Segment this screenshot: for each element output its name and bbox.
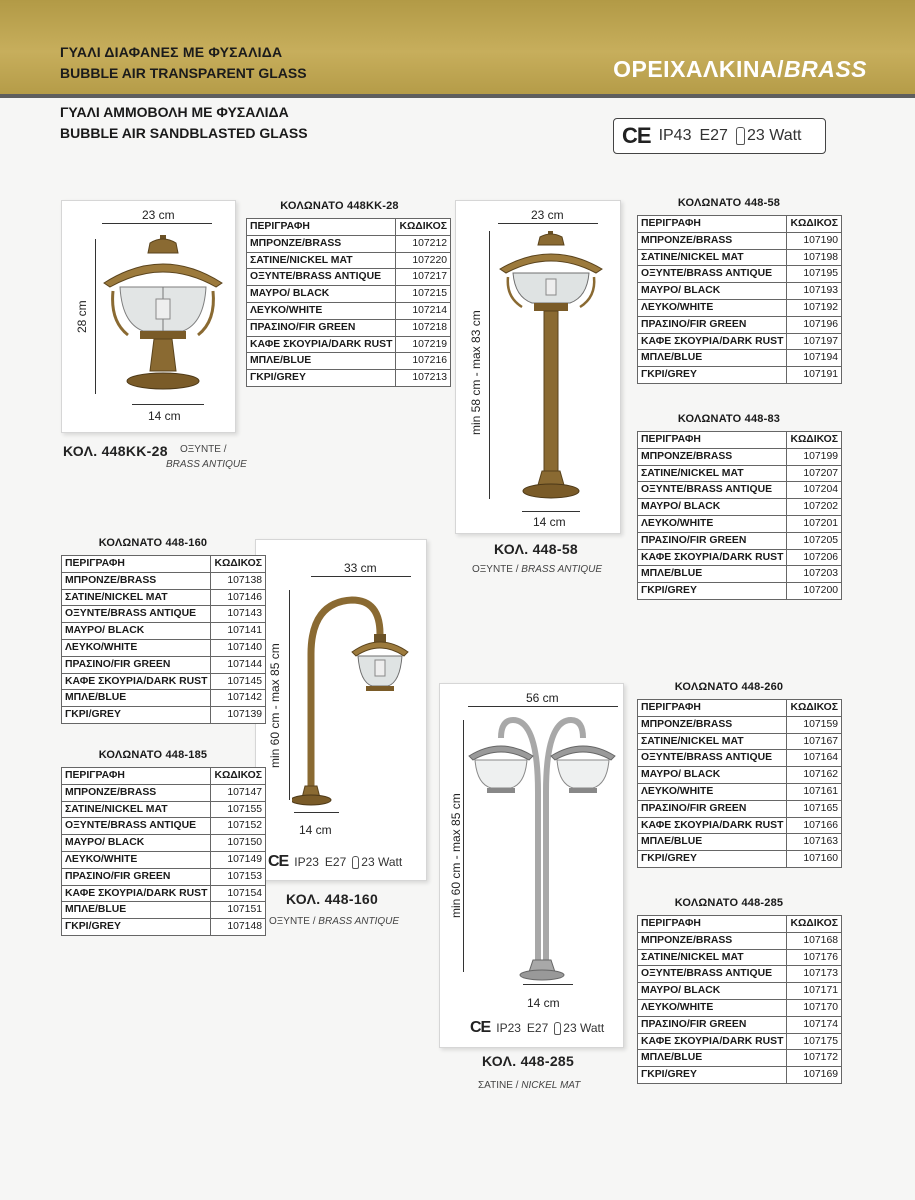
finish-description: ΣΑΤΙΝΕ/NICKEL MAT	[638, 465, 787, 482]
finish-description: ΜΠΛΕ/BLUE	[638, 350, 787, 367]
product-code: 107204	[787, 482, 842, 499]
lantern-post-image	[292, 594, 417, 806]
finish-description: ΓΚΡΙ/GREY	[638, 1067, 787, 1084]
table-row	[638, 1067, 842, 1084]
product-code: 107143	[211, 606, 266, 623]
product-code: 107220	[396, 252, 451, 269]
product-code: 107193	[787, 283, 842, 300]
product-finish: ΣΑΤΙΝΕ / NICKEL MAT	[478, 1080, 581, 1091]
product-finish-english: BRASS ANTIQUE	[166, 459, 247, 470]
product-code: 107176	[787, 949, 842, 966]
table-row	[638, 999, 842, 1016]
base-dimension-line	[132, 404, 204, 405]
finish-description: ΟΞΥΝΤΕ/BRASS ANTIQUE	[62, 606, 211, 623]
finish-description: ΜΠΡΟΝΖΕ/BRASS	[247, 235, 396, 252]
table-header-row	[62, 556, 266, 573]
table-title: ΚΟΛΩΝΑΤΟ 448-83	[677, 413, 781, 425]
banner-divider	[0, 94, 915, 98]
finish-description: ΓΚΡΙ/GREY	[62, 919, 211, 936]
width-dimension-line	[498, 223, 598, 224]
table-row	[638, 283, 842, 300]
width-dimension: 23 cm	[142, 208, 175, 222]
table-row	[247, 286, 451, 303]
product-code: 107162	[787, 767, 842, 784]
table-row	[247, 370, 451, 387]
table-row	[638, 232, 842, 249]
height-dimension: min 60 cm - max 85 cm	[268, 643, 282, 768]
product-code: 107164	[787, 750, 842, 767]
table-row	[638, 966, 842, 983]
code-table	[246, 218, 451, 387]
finish-description: ΚΑΦΕ ΣΚΟΥΡΙΑ/DARK RUST	[638, 333, 787, 350]
table-row	[62, 818, 266, 835]
finish-description: ΛΕΥΚΟ/WHITE	[638, 783, 787, 800]
code-table-448kk-28	[246, 200, 448, 387]
spec-box	[613, 118, 826, 154]
lantern-post-image	[467, 712, 617, 982]
table-row	[638, 800, 842, 817]
product-code: 107171	[787, 983, 842, 1000]
table-row	[247, 252, 451, 269]
table-row	[247, 235, 451, 252]
product-code: 107200	[787, 583, 842, 600]
product-code: 107217	[396, 269, 451, 286]
finish-description: ΜΠΛΕ/BLUE	[638, 1050, 787, 1067]
height-dimension-line	[289, 590, 290, 800]
product-finish: ΟΞΥΝΤΕ / BRASS ANTIQUE	[269, 916, 400, 927]
height-dimension: 28 cm	[75, 300, 89, 333]
base-dimension: 14 cm	[527, 996, 560, 1010]
finish-description: ΟΞΥΝΤΕ/BRASS ANTIQUE	[62, 818, 211, 835]
finish-description: ΓΚΡΙ/GREY	[638, 367, 787, 384]
ce-mark-icon: CE	[268, 853, 289, 870]
finish-description: ΜΠΛΕ/BLUE	[247, 353, 396, 370]
finish-description: ΓΚΡΙ/GREY	[638, 851, 787, 868]
table-row	[638, 1016, 842, 1033]
table-row	[62, 919, 266, 936]
code-table	[637, 215, 842, 384]
product-code: 107145	[211, 673, 266, 690]
product-code: 107151	[211, 902, 266, 919]
finish-description: ΜΑΥΡΟ/ BLACK	[638, 767, 787, 784]
table-row	[62, 690, 266, 707]
table-row	[62, 673, 266, 690]
column-header-code: ΚΩΔΙΚΟΣ	[211, 556, 266, 573]
finish-description: ΠΡΑΣΙΝΟ/FIR GREEN	[638, 800, 787, 817]
product-code: 107206	[787, 549, 842, 566]
product-code: 107150	[211, 835, 266, 852]
table-row	[62, 835, 266, 852]
table-row	[247, 336, 451, 353]
table-row	[638, 299, 842, 316]
product-card-448-160	[255, 539, 427, 881]
product-code: 107159	[787, 716, 842, 733]
table-row	[638, 482, 842, 499]
base-dimension: 14 cm	[533, 515, 566, 529]
code-table	[637, 431, 842, 600]
table-row	[62, 623, 266, 640]
code-table-448-58	[637, 197, 839, 384]
product-code: 107215	[396, 286, 451, 303]
product-caption-448-58: ΚΟΛ. 448-58	[494, 541, 578, 557]
finish-description: ΜΑΥΡΟ/ BLACK	[638, 983, 787, 1000]
bulb-icon	[554, 1022, 561, 1035]
table-row	[638, 515, 842, 532]
product-code: 107196	[787, 316, 842, 333]
product-code: 107212	[396, 235, 451, 252]
product-caption-448-285: ΚΟΛ. 448-285	[482, 1053, 575, 1069]
table-title: ΚΟΛΩΝΑΤΟ 448-285	[674, 897, 784, 909]
product-card-448-58	[455, 200, 621, 534]
table-row	[638, 549, 842, 566]
table-header-row	[247, 219, 451, 236]
base-dimension-line	[523, 984, 573, 985]
banner-line-greek: ΓΥΑΛΙ ΔΙΑΦΑΝΕΣ ΜΕ ΦΥΣΑΛΙΔΑ	[60, 44, 283, 60]
finish-description: ΜΠΡΟΝΖΕ/BRASS	[62, 572, 211, 589]
product-code: 107195	[787, 266, 842, 283]
column-header-code: ΚΩΔΙΚΟΣ	[211, 768, 266, 785]
code-table	[61, 767, 266, 936]
table-row	[638, 750, 842, 767]
finish-description: ΚΑΦΕ ΣΚΟΥΡΙΑ/DARK RUST	[638, 549, 787, 566]
table-row	[638, 532, 842, 549]
code-table-448-285	[637, 897, 839, 1084]
table-row	[638, 1050, 842, 1067]
finish-description: ΓΚΡΙ/GREY	[638, 583, 787, 600]
table-row	[638, 733, 842, 750]
finish-description: ΠΡΑΣΙΝΟ/FIR GREEN	[638, 1016, 787, 1033]
subheader-greek: ΓΥΑΛΙ ΑΜΜΟΒΟΛΗ ΜΕ ΦΥΣΑΛΙΔΑ	[60, 104, 289, 120]
ce-mark-icon: CE	[470, 1019, 491, 1036]
product-code: 107203	[787, 566, 842, 583]
finish-description: ΠΡΑΣΙΝΟ/FIR GREEN	[247, 319, 396, 336]
product-code: 107191	[787, 367, 842, 384]
base-dimension-line	[522, 511, 580, 512]
table-row	[638, 716, 842, 733]
product-code: 107152	[211, 818, 266, 835]
product-code: 107214	[396, 302, 451, 319]
finish-description: ΣΑΤΙΝΕ/NICKEL MAT	[247, 252, 396, 269]
table-title: ΚΟΛΩΝΑΤΟ 448-58	[677, 197, 781, 209]
finish-description: ΛΕΥΚΟ/WHITE	[638, 515, 787, 532]
product-code: 107219	[396, 336, 451, 353]
code-table-448-160	[61, 537, 263, 724]
table-row	[247, 269, 451, 286]
finish-description: ΜΠΛΕ/BLUE	[638, 566, 787, 583]
page-title	[613, 56, 867, 83]
column-header-code: ΚΩΔΙΚΟΣ	[787, 432, 842, 449]
ip-rating: IP23	[496, 1021, 521, 1035]
table-row	[638, 448, 842, 465]
product-code: 107197	[787, 333, 842, 350]
table-title: ΚΟΛΩΝΑΤΟ 448-185	[98, 749, 208, 761]
table-row	[638, 465, 842, 482]
table-row	[638, 1033, 842, 1050]
column-header-description: ΠΕΡΙΓΡΑΦΗ	[62, 556, 211, 573]
table-row	[62, 801, 266, 818]
finish-description: ΜΠΡΟΝΖΕ/BRASS	[638, 232, 787, 249]
finish-description: ΜΠΡΟΝΖΕ/BRASS	[62, 784, 211, 801]
finish-description: ΜΑΥΡΟ/ BLACK	[62, 623, 211, 640]
banner-line-english: BUBBLE AIR TRANSPARENT GLASS	[60, 65, 307, 81]
product-code: 107207	[787, 465, 842, 482]
column-header-description: ΠΕΡΙΓΡΑΦΗ	[638, 916, 787, 933]
finish-description: ΟΞΥΝΤΕ/BRASS ANTIQUE	[638, 966, 787, 983]
table-row	[62, 902, 266, 919]
socket-type: E27	[324, 855, 347, 869]
column-header-code: ΚΩΔΙΚΟΣ	[787, 216, 842, 233]
table-row	[62, 606, 266, 623]
table-row	[638, 583, 842, 600]
bulb-icon	[736, 127, 745, 145]
table-row	[638, 266, 842, 283]
finish-description: ΜΑΥΡΟ/ BLACK	[62, 835, 211, 852]
product-code: 107170	[787, 999, 842, 1016]
product-code: 107165	[787, 800, 842, 817]
product-caption-448-160: ΚΟΛ. 448-160	[286, 891, 379, 907]
product-code: 107147	[211, 784, 266, 801]
height-dimension: min 60 cm - max 85 cm	[449, 793, 463, 918]
width-dimension: 33 cm	[344, 561, 377, 575]
width-dimension-line	[102, 223, 212, 224]
product-finish: ΟΞΥΝΤΕ / BRASS ANTIQUE	[472, 564, 603, 575]
finish-description: ΚΑΦΕ ΣΚΟΥΡΙΑ/DARK RUST	[62, 673, 211, 690]
table-header-row	[638, 916, 842, 933]
code-table-448-260	[637, 681, 839, 868]
product-code: 107174	[787, 1016, 842, 1033]
finish-description: ΣΑΤΙΝΕ/NICKEL MAT	[62, 589, 211, 606]
wattage	[736, 127, 802, 145]
socket-type: E27	[526, 1021, 549, 1035]
finish-description: ΠΡΑΣΙΝΟ/FIR GREEN	[638, 316, 787, 333]
ip-rating: IP43	[658, 127, 692, 144]
product-code: 107194	[787, 350, 842, 367]
product-code: 107168	[787, 932, 842, 949]
table-row	[247, 302, 451, 319]
product-code: 107155	[211, 801, 266, 818]
finish-description: ΚΑΦΕ ΣΚΟΥΡΙΑ/DARK RUST	[247, 336, 396, 353]
table-row	[62, 656, 266, 673]
table-header-row	[62, 768, 266, 785]
finish-description: ΚΑΦΕ ΣΚΟΥΡΙΑ/DARK RUST	[638, 1033, 787, 1050]
product-code: 107160	[787, 851, 842, 868]
finish-description: ΜΑΥΡΟ/ BLACK	[638, 283, 787, 300]
product-code: 107140	[211, 639, 266, 656]
product-code: 107139	[211, 707, 266, 724]
table-row	[638, 316, 842, 333]
subheader-english: BUBBLE AIR SANDBLASTED GLASS	[60, 125, 308, 141]
column-header-description: ΠΕΡΙΓΡΑΦΗ	[62, 768, 211, 785]
table-row	[638, 983, 842, 1000]
product-code: 107138	[211, 572, 266, 589]
height-dimension: min 58 cm - max 83 cm	[469, 310, 483, 435]
ip-rating: IP23	[294, 855, 319, 869]
product-code: 107167	[787, 733, 842, 750]
table-row	[638, 949, 842, 966]
height-dimension-line	[489, 231, 490, 499]
finish-description: ΜΠΛΕ/BLUE	[62, 690, 211, 707]
finish-description: ΟΞΥΝΤΕ/BRASS ANTIQUE	[638, 266, 787, 283]
product-code: 107202	[787, 499, 842, 516]
product-code: 107190	[787, 232, 842, 249]
finish-description: ΠΡΑΣΙΝΟ/FIR GREEN	[62, 656, 211, 673]
table-row	[638, 249, 842, 266]
product-finish-greek: ΟΞΥΝΤΕ /	[180, 444, 227, 455]
table-row	[62, 572, 266, 589]
table-row	[62, 639, 266, 656]
ce-mark-icon: CE	[622, 123, 651, 148]
product-code: 107213	[396, 370, 451, 387]
table-row	[638, 932, 842, 949]
product-code: 107192	[787, 299, 842, 316]
column-header-description: ΠΕΡΙΓΡΑΦΗ	[638, 216, 787, 233]
page-title-greek: ΟΡΕΙΧΑΛΚΙΝΑ/	[613, 56, 784, 82]
product-code: 107175	[787, 1033, 842, 1050]
table-title: ΚΟΛΩΝΑΤΟ 448-160	[98, 537, 208, 549]
finish-description: ΟΞΥΝΤΕ/BRASS ANTIQUE	[247, 269, 396, 286]
finish-description: ΜΠΛΕ/BLUE	[62, 902, 211, 919]
finish-description: ΠΡΑΣΙΝΟ/FIR GREEN	[62, 868, 211, 885]
lantern-post-image	[98, 231, 230, 396]
column-header-code: ΚΩΔΙΚΟΣ	[787, 700, 842, 717]
code-table	[637, 699, 842, 868]
finish-description: ΜΑΥΡΟ/ BLACK	[247, 286, 396, 303]
socket-type: E27	[699, 127, 728, 144]
table-row	[247, 319, 451, 336]
table-row	[638, 499, 842, 516]
code-table-448-83	[637, 413, 839, 600]
table-row	[247, 353, 451, 370]
code-table	[61, 555, 266, 724]
table-header-row	[638, 432, 842, 449]
table-row	[638, 783, 842, 800]
table-title: ΚΟΛΩΝΑΤΟ 448-260	[674, 681, 784, 693]
product-card-448kk-28	[61, 200, 236, 433]
product-card-448-285	[439, 683, 624, 1048]
finish-description: ΛΕΥΚΟ/WHITE	[62, 851, 211, 868]
table-row	[62, 851, 266, 868]
finish-description: ΛΕΥΚΟ/WHITE	[638, 299, 787, 316]
width-dimension: 23 cm	[531, 208, 564, 222]
finish-description: ΟΞΥΝΤΕ/BRASS ANTIQUE	[638, 482, 787, 499]
bulb-icon	[352, 856, 359, 869]
finish-description: ΚΑΦΕ ΣΚΟΥΡΙΑ/DARK RUST	[62, 885, 211, 902]
finish-description: ΚΑΦΕ ΣΚΟΥΡΙΑ/DARK RUST	[638, 817, 787, 834]
table-title: ΚΟΛΩΝΑΤΟ 448ΚΚ-28	[280, 200, 399, 212]
table-row	[62, 589, 266, 606]
wattage-value: 23 Watt	[746, 127, 802, 145]
product-code: 107198	[787, 249, 842, 266]
table-row	[62, 784, 266, 801]
table-row	[62, 707, 266, 724]
product-code: 107141	[211, 623, 266, 640]
finish-description: ΠΡΑΣΙΝΟ/FIR GREEN	[638, 532, 787, 549]
lantern-post-image	[496, 229, 606, 504]
finish-description: ΣΑΤΙΝΕ/NICKEL MAT	[62, 801, 211, 818]
product-code: 107199	[787, 448, 842, 465]
finish-description: ΣΑΤΙΝΕ/NICKEL MAT	[638, 249, 787, 266]
wattage: 23 Watt	[352, 855, 402, 869]
height-dimension-line	[463, 720, 464, 972]
product-code: 107142	[211, 690, 266, 707]
wattage: 23 Watt	[554, 1021, 604, 1035]
finish-description: ΜΠΡΟΝΖΕ/BRASS	[638, 448, 787, 465]
column-header-code: ΚΩΔΙΚΟΣ	[787, 916, 842, 933]
finish-description: ΜΠΡΟΝΖΕ/BRASS	[638, 716, 787, 733]
base-dimension: 14 cm	[148, 409, 181, 423]
finish-description: ΟΞΥΝΤΕ/BRASS ANTIQUE	[638, 750, 787, 767]
finish-description: ΛΕΥΚΟ/WHITE	[247, 302, 396, 319]
product-code: 107205	[787, 532, 842, 549]
finish-description: ΣΑΤΙΝΕ/NICKEL MAT	[638, 949, 787, 966]
table-row	[638, 566, 842, 583]
product-code: 107146	[211, 589, 266, 606]
product-code: 107169	[787, 1067, 842, 1084]
column-header-description: ΠΕΡΙΓΡΑΦΗ	[638, 432, 787, 449]
finish-description: ΛΕΥΚΟ/WHITE	[62, 639, 211, 656]
table-row	[62, 868, 266, 885]
width-dimension-line	[311, 576, 411, 577]
width-dimension: 56 cm	[526, 691, 559, 705]
product-code: 107154	[211, 885, 266, 902]
code-table-448-185	[61, 749, 263, 936]
product-caption-448kk-28: ΚΟΛ. 448ΚΚ-28	[63, 443, 168, 459]
table-row	[638, 350, 842, 367]
base-dimension-line	[294, 812, 339, 813]
table-row	[638, 817, 842, 834]
product-code: 107173	[787, 966, 842, 983]
table-row	[638, 851, 842, 868]
product-code: 107144	[211, 656, 266, 673]
product-code: 107161	[787, 783, 842, 800]
product-code: 107172	[787, 1050, 842, 1067]
table-row	[62, 885, 266, 902]
product-code: 107201	[787, 515, 842, 532]
product-code: 107153	[211, 868, 266, 885]
finish-description: ΜΠΡΟΝΖΕ/BRASS	[638, 932, 787, 949]
code-table	[637, 915, 842, 1084]
width-dimension-line	[468, 706, 618, 707]
finish-description: ΣΑΤΙΝΕ/NICKEL MAT	[638, 733, 787, 750]
table-row	[638, 333, 842, 350]
product-code: 107218	[396, 319, 451, 336]
finish-description: ΛΕΥΚΟ/WHITE	[638, 999, 787, 1016]
column-header-code: ΚΩΔΙΚΟΣ	[396, 219, 451, 236]
table-row	[638, 834, 842, 851]
table-row	[638, 367, 842, 384]
finish-description: ΜΠΛΕ/BLUE	[638, 834, 787, 851]
base-dimension: 14 cm	[299, 823, 332, 837]
finish-description: ΜΑΥΡΟ/ BLACK	[638, 499, 787, 516]
table-row	[638, 767, 842, 784]
column-header-description: ΠΕΡΙΓΡΑΦΗ	[247, 219, 396, 236]
product-code: 107166	[787, 817, 842, 834]
table-header-row	[638, 216, 842, 233]
finish-description: ΓΚΡΙ/GREY	[247, 370, 396, 387]
finish-description: ΓΚΡΙ/GREY	[62, 707, 211, 724]
product-code: 107163	[787, 834, 842, 851]
product-code: 107149	[211, 851, 266, 868]
product-code: 107216	[396, 353, 451, 370]
product-code: 107148	[211, 919, 266, 936]
column-header-description: ΠΕΡΙΓΡΑΦΗ	[638, 700, 787, 717]
page-title-english: BRASS	[783, 56, 867, 82]
table-header-row	[638, 700, 842, 717]
height-dimension-line	[95, 239, 96, 394]
